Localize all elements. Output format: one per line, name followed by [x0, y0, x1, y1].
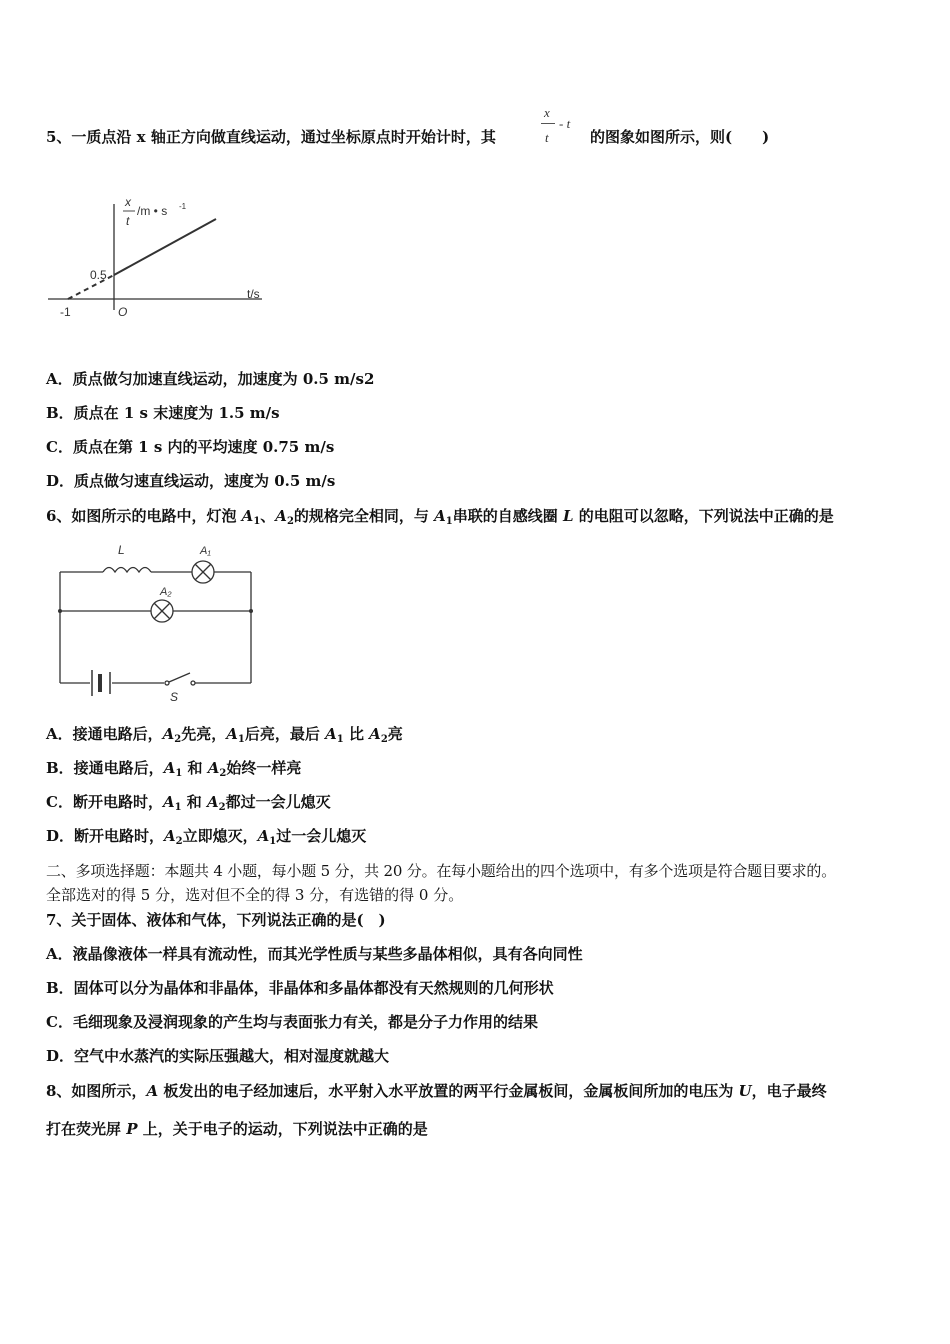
neg-tick-label: -1 [60, 305, 71, 319]
q6-sep: 、 [260, 507, 276, 525]
q8-text: ，电子最终 [751, 1082, 827, 1100]
opt-text: 亮 [387, 725, 403, 743]
var-u: U [738, 1082, 752, 1100]
q8-text: 打在荧光屏 [46, 1120, 127, 1138]
q8-text: 8、如图所示， [46, 1082, 147, 1100]
sub-1: 1 [336, 734, 344, 745]
sub-2: 2 [219, 768, 227, 779]
var-a: A [241, 507, 254, 525]
q6-text-4: 的电阻可以忽略，下列说法中正确的是 [573, 507, 834, 525]
q6-text-2: 的规格完全相同，与 [293, 507, 435, 525]
opt-text: 后亮，最后 [244, 725, 326, 743]
q6-text-1: 6、如图所示的电路中，灯泡 [46, 507, 242, 525]
opt-text: 始终一样亮 [226, 759, 302, 777]
sub-2: 2 [218, 802, 226, 813]
var-a: A [207, 759, 220, 777]
var-p: P [126, 1120, 138, 1138]
q6-text-3: 串联的自感线圈 [452, 507, 563, 525]
var-a: A [162, 793, 175, 811]
q6-option-c [46, 792, 331, 818]
var-a: A [162, 725, 175, 743]
opt-text: 过一会儿熄灭 [276, 827, 367, 845]
var-a: A [434, 507, 446, 525]
q7-option-d: D．空气中水蒸汽的实际压强越大，相对湿度就越大 [46, 1047, 390, 1065]
var-a: A [257, 827, 270, 845]
inductor-label: L [118, 543, 125, 557]
q6-option-d [46, 826, 366, 852]
section2-line1: 二、多项选择题：本题共 4 小题，每小题 5 分，共 20 分。在每小题给出的四个选项中，有多个选项是符合题目要求的。 [46, 862, 836, 880]
switch-label: S [170, 690, 179, 704]
opt-text: D．断开电路时， [46, 827, 165, 845]
q7-option-a: A．液晶像液体一样具有流动性，而其光学性质与某些多晶体相似，具有各向同性 [46, 945, 583, 963]
var-a: A [163, 759, 176, 777]
q7-stem: 7、关于固体、液体和气体，下列说法正确的是( ) [46, 911, 386, 929]
opt-text: 比 [343, 725, 370, 743]
q5-frac-numerator: x [544, 105, 550, 120]
opt-text: B．接通电路后， [46, 759, 164, 777]
var-a: A [369, 725, 381, 743]
sub-1: 1 [253, 516, 261, 527]
sub-2: 2 [174, 734, 182, 745]
inductor-coil [103, 568, 151, 573]
intercept-label: 0.5 [90, 268, 107, 282]
q5-option-b: B．质点在 1 s 末速度为 1.5 m/s [46, 404, 280, 422]
q8-stem-line1 [46, 1081, 827, 1101]
opt-text: 和 [181, 793, 208, 811]
lamp-a1-label: A₁ [200, 545, 211, 557]
sub-2: 2 [175, 836, 183, 847]
sub-1: 1 [175, 768, 183, 779]
switch-arm [169, 673, 190, 682]
q5-frac-denominator: t [545, 130, 549, 145]
sub-1: 1 [445, 516, 453, 527]
opt-text: 都过一会儿熄灭 [225, 793, 331, 811]
q6-stem [46, 506, 834, 532]
lamp-a2-label: A₂ [160, 586, 172, 598]
var-a: A [275, 507, 287, 525]
opt-text: C．断开电路时， [46, 793, 163, 811]
q5-option-a: A．质点做匀加速直线运动，加速度为 0.5 m/s2 [46, 370, 375, 388]
y-unit-exp: -1 [179, 202, 187, 211]
var-a: A [164, 827, 176, 845]
origin-label: O [118, 305, 128, 319]
q8-text: 上，关于电子的运动，下列说法中正确的是 [137, 1120, 428, 1138]
sub-2: 2 [380, 734, 388, 745]
opt-text: 和 [182, 759, 208, 777]
sub-2: 2 [286, 516, 294, 527]
opt-text: 立即熄灭， [182, 827, 258, 845]
q5-frac-bar [541, 123, 555, 124]
q8-stem-line2 [46, 1119, 428, 1139]
q5-stem-after: 的图象如图所示，则( ) [590, 128, 770, 146]
q5-option-d: D．质点做匀速直线运动，速度为 0.5 m/s [46, 472, 336, 490]
q7-option-c: C．毛细现象及浸润现象的产生均与表面张力有关，都是分子力作用的结果 [46, 1013, 538, 1031]
section2-line2: 全部选对的得 5 分，选对但不全的得 3 分，有选错的得 0 分。 [46, 886, 464, 904]
q6-option-a [46, 724, 403, 750]
y-label-den: t [126, 214, 130, 228]
q8-text: 板发出的电子经加速后，水平射入水平放置的两平行金属板间，金属板间所加的电压为 [158, 1082, 739, 1100]
q5-frac-dash: - t [559, 116, 571, 131]
q5-stem [46, 127, 496, 147]
opt-text: A．接通电路后， [46, 725, 163, 743]
var-a: A [325, 725, 337, 743]
y-unit: /m • s [137, 204, 168, 218]
q7-option-b: B．固体可以分为晶体和非晶体，非晶体和多晶体都没有天然规则的几何形状 [46, 979, 554, 997]
var-l: L [562, 507, 574, 525]
sub-1: 1 [269, 836, 277, 847]
q5-stem-before: 5、一质点沿 x 轴正方向做直线运动，通过坐标原点时开始计时，其 [46, 128, 496, 146]
var-a: A [207, 793, 219, 811]
x-label: t/s [247, 287, 260, 301]
q5-graph [40, 190, 280, 325]
var-a: A [226, 725, 238, 743]
y-label-num: x [125, 195, 131, 209]
opt-text: 先亮， [181, 725, 227, 743]
sub-1: 1 [237, 734, 245, 745]
q5-option-c: C．质点在第 1 s 内的平均速度 0.75 m/s [46, 438, 335, 456]
q6-option-b [46, 758, 301, 784]
q6-circuit [50, 538, 262, 706]
sub-1: 1 [174, 802, 182, 813]
var-a: A [146, 1082, 159, 1100]
